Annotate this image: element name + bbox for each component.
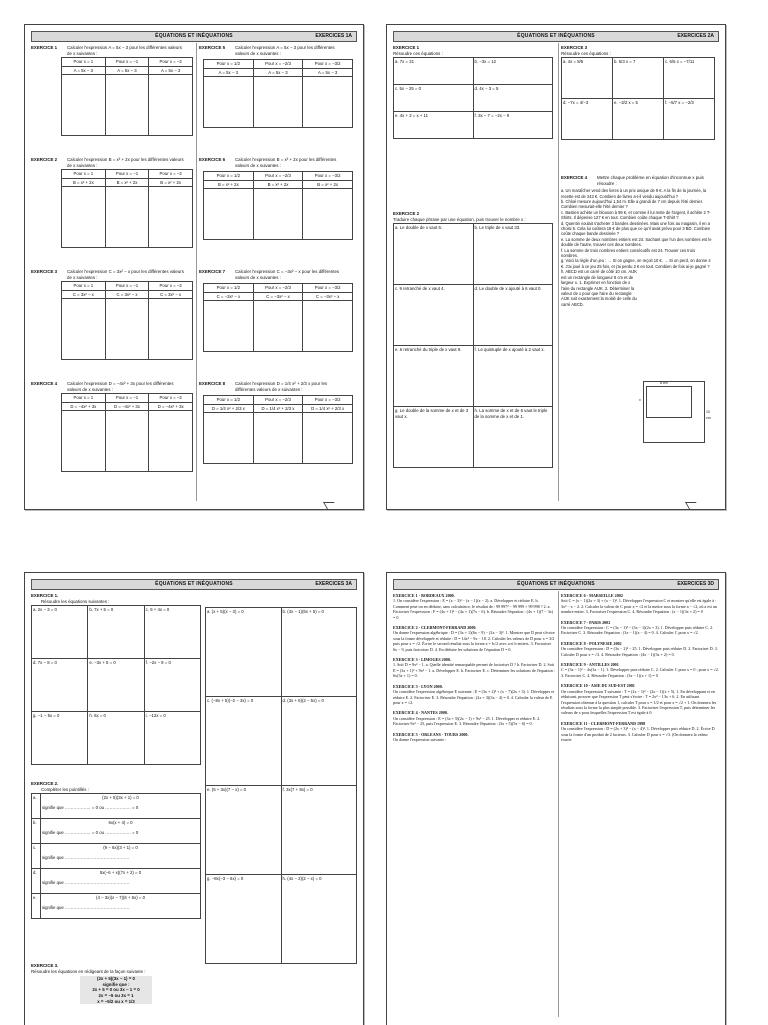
- exercise-4: [561, 175, 719, 420]
- table-expr: D = 1/4 x² + 2/3 x: [253, 404, 303, 413]
- exercise-3: [31, 963, 201, 1004]
- fill-in-row[interactable]: [41, 819, 201, 844]
- exercise-5: [199, 45, 357, 75]
- equation-cell[interactable]: a. 7x = 21: [394, 58, 474, 85]
- equation-grid: [393, 57, 553, 139]
- answer-cell[interactable]: [204, 413, 254, 464]
- exercise-label: EXERCICE 3.: [31, 963, 59, 968]
- fill-in-blank: signifie que ……………… = 0 ou ……………… = 0: [42, 804, 139, 810]
- answer-cell[interactable]: [303, 301, 353, 352]
- table-head: Pour x = −2: [149, 58, 193, 67]
- exercise-intro: Compléter les pointillés :: [41, 786, 89, 792]
- equation-cell[interactable]: c. 5 + 4x = 0: [144, 606, 200, 659]
- page-theme: ÉQUATIONS ET INÉQUATIONS: [155, 33, 233, 39]
- figure-label-top: 8 cm: [660, 381, 668, 385]
- fill-in-blank: signifie que ……………… = 0 ou ……………… = 0: [42, 829, 139, 835]
- exercise-intro: Calculer l'expression D = 1/4 x² + 2/3 x pour les différentes valeurs de x suivantes :: [235, 381, 328, 392]
- example-line: 2x = −5 ou 3x = 1: [98, 992, 134, 998]
- value-table: [203, 171, 353, 240]
- exercise-1: [31, 593, 201, 765]
- answer-cell[interactable]: [105, 411, 149, 472]
- table-expr: A = 5x − 3: [253, 68, 303, 77]
- exercise-intro: Résoudre ces équations :: [393, 50, 443, 56]
- exercise-2: [31, 781, 201, 919]
- exercise-label: EXERCICE 7: [199, 269, 226, 274]
- exercise-title: EXERCICE 8 - POLYNESIE 2002: [561, 640, 622, 646]
- exercise-label: EXERCICE 4: [561, 175, 588, 180]
- table-head: Pour x = 1/2: [204, 60, 254, 69]
- exercise-label: EXERCICE 3: [561, 45, 588, 50]
- rectangle-aijk: [646, 386, 692, 418]
- exercise-body: 1. On considère l'expression : E = (x − 3)² − (x − 1)(x − 2). a. Développer et réduire E. b. Comment peut-on en déduire, sans calculatrice, le résultat de : 99 997² − 99 999 × 99 998 ? 2. a. Factoriser l'expression : F = (4x + 1)² − (4x + 1)(7x − 6). b. Résoudre l'équation : (4x + 1)(7 − 3x) = 0: [393, 598, 554, 620]
- page-code: EXERCICES 3D: [677, 581, 714, 587]
- problem-item: a. Un maraîcher vend des livres à un prix unique de 9 €. A la fin de la journée, la recette est de 243 €. Combien de livres a-t-il vendu aujourd'hui ?: [561, 188, 707, 199]
- value-table: [61, 393, 193, 472]
- fill-in-row[interactable]: [41, 869, 201, 894]
- row-letter: c.: [32, 844, 41, 869]
- answer-cell[interactable]: [204, 189, 254, 240]
- table-head: Pour x = −1: [105, 282, 149, 291]
- exercise-label: EXERCICE 1: [393, 45, 420, 50]
- equation-cell[interactable]: d. 7x − 8 = 0: [32, 659, 88, 712]
- exercise-intro: Calculer l'expression D = −4x² + 3x pour les différentes valeurs de x suivantes :: [67, 381, 174, 392]
- column-divider: [196, 43, 197, 501]
- equation-cell[interactable]: a. 4x = 8/5: [562, 58, 613, 99]
- left-column: [393, 591, 557, 1017]
- exercise-intro: Calculer l'expression B = x² + 2x pour les différentes valeurs de x suivantes :: [67, 157, 184, 168]
- sentence-cell[interactable]: b. Le triple de x vaut 33.: [473, 224, 553, 285]
- answer-cell[interactable]: [105, 75, 149, 136]
- exercise-title: EXERCICE 9 - ANTILLES 2001: [561, 662, 619, 668]
- figure-label-side: 10 cm: [706, 410, 711, 420]
- example-line: (2x + 5)(3x − 1) = 0: [97, 976, 135, 982]
- exercise-intro: Calculer l'expression A = 5x − 3 pour les différentes valeurs de x suivantes :: [235, 45, 335, 56]
- equation-cell[interactable]: f. −2x − 9 = 0: [144, 659, 200, 712]
- fill-in-blank: signifie que ………………………………………: [42, 854, 130, 860]
- exercise-body: 1. Soit D = 9x² − 1. a. Quelle identité remarquable permet de factoriser D ? b. Factoriser D. 2. Soit E = (3x + 1)² + 9x² − 1. a. Développer E. b. Factoriser E. c. Déterminer les solutions de l'équation : 6x(3x + 1) = 0.: [393, 662, 555, 679]
- problem-item: h. ABCD est un carré de côté 10 cm. AIJK est un rectangle de longueur 8 cm et de largeur x. 1. Exprimer en fonction de x l'aire du rectangle AIJK. 2. Déterminer la valeur de x pour que l'aire du rectangle AIJK soit exactement la moitié de celle du carré ABCD.: [561, 269, 637, 307]
- page-header: [31, 31, 357, 42]
- left-column: [393, 43, 557, 501]
- table-head: Pour x = −3/2: [303, 60, 353, 69]
- problem-list: [561, 188, 713, 307]
- fill-in-table: [31, 793, 201, 919]
- fill-in-blank: signifie que ………………………………………: [42, 904, 130, 910]
- right-column: [205, 591, 357, 1017]
- exercise-label: EXERCICE 2: [31, 157, 58, 162]
- sentence-cell[interactable]: d. Le double de x ajouté à 6 vaut 0.: [473, 285, 553, 346]
- fill-in-equation: (9 − 6x)(3 + 1) = 0: [103, 845, 138, 851]
- exercise-label: EXERCICE 1.: [31, 593, 59, 598]
- sentence-grid: [393, 223, 553, 468]
- exercise-title: EXERCICE 6 - MARSEILLE 2002: [561, 593, 623, 598]
- table-expr: A = 5x − 3: [303, 68, 353, 77]
- equation-cell[interactable]: d. 4x − 3 = 5: [473, 85, 553, 112]
- table-head: Pour x = −2: [149, 282, 193, 291]
- answer-cell[interactable]: [303, 77, 353, 128]
- worksheet-page-4: [386, 572, 726, 1025]
- exercise-1: [31, 45, 195, 73]
- table-head: Pour x = −3/2: [303, 284, 353, 293]
- exercise-body: On considère l'expression T suivante : T = (2x − 1)² − (2x − 1)(x + 5). 1. En développant et en réduisant, prouver que l'expression T peut s'écrire : T = 2x² − 13x + 6. 2. En utilisant l'expression obtenue à la question 1, calculer T pour x = 1/2 et pour x = √2 + 1. On donnera les résultats sous la forme la plus simple possible. 3. Factoriser l'expression T, puis déterminer les valeurs de x pour lesquelles l'expression T est égale à 0.: [561, 688, 717, 716]
- equation-cell[interactable]: c. (−8x + 5)(−2 − 3x) = 0: [206, 697, 282, 786]
- exercise-title: EXERCICE 1 - BORDEAUX 2000.: [393, 593, 455, 598]
- left-column: [31, 591, 201, 1017]
- table-head: Pour x = 1/2: [204, 284, 254, 293]
- worksheet-page-2: [386, 24, 726, 510]
- exercise-2: [31, 157, 195, 185]
- table-expr: A = 5x − 3: [105, 66, 149, 75]
- exercise-intro: Traduire chaque phrase par une équation, puis trouver le nombre x :: [393, 216, 526, 222]
- equation-cell[interactable]: c. 6/5 x = −7/11: [664, 58, 715, 99]
- fill-in-row[interactable]: [41, 844, 201, 869]
- exercise-intro: Calculer l'expression C = 3x² − x pour les différentes valeurs de x suivantes :: [67, 269, 184, 280]
- equation-cell[interactable]: e. −3/2 x = 5: [613, 99, 664, 140]
- right-column: [561, 43, 719, 501]
- equation-cell[interactable]: e. 4x + 2 = x + 11: [394, 112, 474, 139]
- row-letter: d.: [32, 869, 41, 894]
- value-table: [61, 169, 193, 248]
- equation-cell[interactable]: g. −8x(−3 − 6x) = 0: [206, 875, 282, 964]
- exercise-body: On considère l'expression : D = (2x + 3)² − (x − 4)². 1. Développer puis réduire D. 2. Écrire D sous la forme d'un produit de 2 facteurs. 3. Calculer D pour x = √3. (On donnera la valeur exacte: [561, 726, 715, 742]
- table-head: Pour x = 1: [62, 282, 106, 291]
- exercise-title: EXERCICE 7 - PARIS 2002: [561, 619, 611, 625]
- page-header: [393, 579, 719, 590]
- table-expr: C = 3x² − x: [149, 290, 193, 299]
- answer-cell[interactable]: [303, 189, 353, 240]
- table-head: Pour x = −1: [105, 58, 149, 67]
- equation-cell[interactable]: f. 3x − 7 = −2x − 9: [473, 112, 553, 139]
- table-expr: C = −3x² − x: [204, 292, 254, 301]
- exercise-intro: Calculer l'expression C = −3x² − x pour les différentes valeurs de x suivantes :: [235, 269, 340, 280]
- value-table: [61, 57, 193, 136]
- equation-cell[interactable]: h. (4x − 2)(2 − x) = 0: [281, 875, 357, 964]
- sentence-cell[interactable]: a. Le double de x vaut 6.: [394, 224, 474, 285]
- fill-in-equation: 6x(x + 4) = 0: [108, 820, 133, 826]
- exercise-title: EXERCICE 4 - NANTES 2000.: [393, 710, 448, 716]
- row-letter: e.: [32, 894, 41, 919]
- answer-cell[interactable]: [204, 77, 254, 128]
- exercise-label: EXERCICE 3: [31, 269, 58, 274]
- page-theme: ÉQUATIONS ET INÉQUATIONS: [517, 581, 595, 587]
- page-header: [393, 31, 719, 42]
- fill-in-row[interactable]: [41, 894, 201, 919]
- problem-item: b. Chloé mesure aujourd'hui 1,54 m. Elle a grandi de 7 cm depuis l'été dernier. Combien mesurait-elle l'été dernier ?: [561, 199, 703, 210]
- exercise-label: EXERCICE 2.: [31, 781, 59, 786]
- equation-cell[interactable]: e. −3x + 5 = 0: [88, 659, 144, 712]
- exercise-body: On donne l'expression algébrique : D = (3x + 1)(6x − 9) − (2x − 3)². 1. Montrer que D peut s'écrire sous la forme développée et réduite : D = 14x² − 9x − 18. 2. Calculer les valeurs de D pour x = 3/2 puis pour x = √2. Écrire le second résultat sous la forme a + b√2 avec a et b entiers. 3. Factoriser 6x − 9, puis factoriser D. 4. En déduire les solutions de l'équation D = 0.: [393, 630, 555, 652]
- table-expr: C = 3x² − x: [62, 290, 106, 299]
- problem-item: f. La somme de trois nombres entiers consécutifs est 24. Trouver ces trois nombres.: [561, 247, 696, 259]
- page-corner-fold: [323, 502, 338, 509]
- table-head: Pour x = −1: [105, 394, 149, 403]
- exercise-intro: Mettre chaque problème en équation d'inconnue x puis résoudre :: [597, 175, 704, 186]
- exercise-title: EXERCICE 3 - LYON 2000.: [393, 683, 443, 689]
- table-head: Pour x = −2/3: [253, 172, 303, 181]
- exercise-1: [393, 45, 557, 139]
- problem-item: g. Voici la règle d'un jeu : → Si on gagne, on reçoit 10 €. → Si on perd, on donne 4 €. J'ai joué à ce jeu 25 fois, et j'ai perdu 2 € en tout. Combien de fois ai-je gagné ?: [561, 258, 711, 269]
- exercise-body: Soit C = (x − 1)(2x + 3) + (x − 1)². 1. Développer l'expression C et montrer qu'elle est égale à : 3x² − x − 2. 2. Calculer la valeur de C pour x = √2 et la mettre sous la forme a − √2, où a est un nombre entier. 3. Factoriser l'expression C. 4. Résoudre l'équation : (x − 1)(3x + 2) = 0: [561, 598, 717, 615]
- left-column: [31, 43, 195, 501]
- answer-cell[interactable]: [253, 77, 303, 128]
- example-line: signifie que :: [102, 981, 130, 987]
- page-code: EXERCICES 2A: [677, 33, 714, 39]
- exercise-7: [199, 269, 357, 299]
- answer-cell[interactable]: [149, 75, 193, 136]
- value-table: [203, 283, 353, 352]
- worksheet-page-3: [24, 572, 364, 1025]
- exercise-body: On considère l'expression : D = (3x − 2)² − 25. 1. Développer puis réduire D. 2. Factoriser D. 3. Calculer D pour x = √3. 4. Résoudre l'équation : (4x − 1)(3x + 2) = 0.: [561, 646, 718, 657]
- equation-cell[interactable]: c. 5x − 25 = 0: [394, 85, 474, 112]
- figure-label-x: x: [639, 398, 641, 402]
- worked-example: [80, 976, 152, 1004]
- product-equation-grid: [205, 607, 357, 964]
- fill-in-equation: 5x(−6 + x)(7x + 2) = 0: [99, 870, 142, 876]
- problem-item: d. Quentin voulait s'acheter 3 bandes dessinées. Mais une fois au magasin, il en a choisi 5. Cela lui coûtera 18 € de plus que ce qu'il avait prévu pour 3 BD. Combien coûte chaque bande dessinée ?: [561, 220, 711, 237]
- table-expr: B = x² + 2x: [253, 180, 303, 189]
- exercise-body: C = (3x − 1)² − 4x(3x − 1). 1. Développer puis réduire C. 2. Calculer C pour x = 0 ; pour x = √2. 3. Factoriser C. 4. Résoudre l'équation : (3x − 1)(x + 1) = 0: [561, 667, 719, 678]
- equation-cell[interactable]: d. (3x + 6)(2 − 5x) = 0: [281, 697, 357, 786]
- square-abcd-figure: [639, 381, 711, 443]
- answer-cell[interactable]: [204, 301, 254, 352]
- table-expr: A = 5x − 3: [149, 66, 193, 75]
- exercise-title: EXERCICE 2 - CLERMONT-FERRAND 2000.: [393, 625, 477, 631]
- equation-cell[interactable]: a. 2x − 3 = 0: [32, 606, 88, 659]
- table-expr: B = x² + 2x: [303, 180, 353, 189]
- equation-cell[interactable]: b. 7x + 5 = 0: [88, 606, 144, 659]
- exercise-intro: Calculer l'expression B = x² + 2x pour les différentes valeurs de x suivantes :: [235, 157, 337, 168]
- sentence-cell[interactable]: g. Le double de la somme de x et de 3 vaut x.: [394, 407, 474, 468]
- page-theme: ÉQUATIONS ET INÉQUATIONS: [155, 581, 233, 587]
- exercise-intro: Résoudre ces équations :: [561, 50, 611, 56]
- answer-cell[interactable]: [253, 413, 303, 464]
- table-head: Pour x = −3/2: [303, 396, 353, 405]
- table-expr: D = 1/4 x² + 2/3 x: [303, 404, 353, 413]
- exercise-intro: Calculer l'expression A = 5x − 3 pour les différentes valeurs de x suivantes :: [67, 45, 182, 56]
- exercise-label: EXERCICE 8: [199, 381, 226, 386]
- table-expr: B = x² + 2x: [204, 180, 254, 189]
- exercise-2: [393, 211, 557, 468]
- answer-cell[interactable]: [149, 187, 193, 248]
- table-expr: D = 1/4 x² + 2/3 x: [204, 404, 254, 413]
- equation-grid: [561, 57, 715, 140]
- answer-cell[interactable]: [62, 411, 106, 472]
- exercise-label: EXERCICE 4: [31, 381, 58, 386]
- worksheet-page-1: [24, 24, 364, 510]
- exercise-title: EXERCICE 11 - CLERMONT-FERRAND 1998: [561, 720, 646, 726]
- table-head: Pour x = 1/2: [204, 396, 254, 405]
- table-expr: C = 3x² − x: [105, 290, 149, 299]
- answer-cell[interactable]: [253, 189, 303, 240]
- answer-cell[interactable]: [62, 75, 106, 136]
- exercise-label: EXERCICE 1: [31, 45, 58, 50]
- equation-cell[interactable]: d. −7x = 4/−3: [562, 99, 613, 140]
- equation-cell[interactable]: b. 5/3 x = 7: [613, 58, 664, 99]
- table-expr: D = −4x² + 3x: [62, 402, 106, 411]
- problem-item: e. La somme de deux nombres entiers est 24. Sachant que l'un des nombres est le double de l'autre, trouver ces deux nombres.: [561, 236, 712, 248]
- sentence-cell[interactable]: f. Le quintuple de x ajouté à 2 vaut x.: [473, 346, 553, 407]
- table-expr: B = x² + 2x: [62, 178, 106, 187]
- table-head: Pour x = 1/2: [204, 172, 254, 181]
- table-expr: B = x² + 2x: [105, 178, 149, 187]
- row-letter: b.: [32, 819, 41, 844]
- value-table: [61, 281, 193, 360]
- equation-cell[interactable]: i. −12x = 0: [144, 712, 200, 765]
- table-head: Pour x = −1: [105, 170, 149, 179]
- fill-in-equation: (4 − 3x)(x − 7)(6 + 5x) = 0: [96, 895, 145, 901]
- answer-cell[interactable]: [105, 299, 149, 360]
- equation-grid: [31, 605, 201, 765]
- exercise-8: [199, 381, 357, 411]
- answer-cell[interactable]: [62, 299, 106, 360]
- exercise-intro: Résoudre les équations en rédigeant de la façon suivante :: [31, 968, 146, 974]
- sentence-cell[interactable]: c. 9 retranché de x vaut 4.: [394, 285, 474, 346]
- table-head: Pour x = 1: [62, 170, 106, 179]
- equation-cell[interactable]: f. −5/7 x = −2/3: [664, 99, 715, 140]
- exercise-label: EXERCICE 2: [393, 211, 420, 216]
- page-code: EXERCICES 1A: [315, 33, 352, 39]
- answer-cell[interactable]: [303, 413, 353, 464]
- equation-cell[interactable]: b. (4x − 1)(6x + 5) = 0: [281, 608, 357, 697]
- exercise-body: On considère l'expression algébrique E suivante : E = (3x + 2)² + (x − 7)(2x + 3). 1. Développer et réduire E. 2. Factoriser E. 3. Résoudre l'équation : (2x + 3)(3x − 4) = 0. 4. Calculer la valeur de E pour x = √2.: [393, 689, 555, 705]
- answer-cell[interactable]: [149, 299, 193, 360]
- brevet-exercises-right: [561, 593, 719, 742]
- exercise-body: On considère l'expression : C = (3x − 1)² − (3x − 1)(2x + 3). 1. Développer puis réduire C. 2. Factoriser C. 3. Résoudre l'équation : (3x − 1)(x − 4) = 0. 4. Calculer C pour x = √2.: [561, 625, 714, 636]
- equation-cell[interactable]: f. 3x(7 + 8x) = 0: [281, 786, 357, 875]
- fill-in-row[interactable]: [41, 794, 201, 819]
- equation-cell[interactable]: a. (x + 5)(x − 3) = 0: [206, 608, 282, 697]
- table-head: Pour x = 1: [62, 394, 106, 403]
- table-head: Pour x = −2/3: [253, 60, 303, 69]
- value-table: [203, 395, 353, 464]
- table-expr: A = 5x − 3: [204, 68, 254, 77]
- equation-cell[interactable]: g. −1 − 5x = 0: [32, 712, 88, 765]
- table-expr: A = 5x − 3: [62, 66, 106, 75]
- answer-cell[interactable]: [105, 187, 149, 248]
- exercise-3: [31, 269, 195, 297]
- right-column: [561, 591, 719, 1017]
- exercise-body: On considère l'expression : E = (3x + 5)(2x − 1) + 9x² − 25. 1. Développer et réduire E. 2. Factoriser 9x² − 25, puis l'expression E. 3. Résoudre l'équation : (3x + 5)(5x − 6) = 0.: [393, 715, 541, 727]
- example-line: x = −5/2 ou x = 1/3: [97, 998, 135, 1004]
- problem-item: c. Bastien achète un blouson à 99 €, et comme il lui reste de l'argent, il achète 2 T-Shirts. Il dépense 127 € en tout. Combien coûte chaque T-Shirt ?: [561, 209, 711, 221]
- table-expr: D = −4x² + 3x: [105, 402, 149, 411]
- exercise-title: EXERCICE 10 - ASIE DU SUD-EST 2001: [561, 683, 635, 689]
- table-head: Pour x = −2: [149, 394, 193, 403]
- table-head: Pour x = −3/2: [303, 172, 353, 181]
- row-letter: a.: [32, 794, 41, 819]
- equation-cell[interactable]: b. −3x = 12: [473, 58, 553, 85]
- value-table: [203, 59, 353, 128]
- column-divider: [558, 43, 559, 501]
- right-column: [199, 43, 357, 501]
- page-theme: ÉQUATIONS ET INÉQUATIONS: [517, 33, 595, 39]
- exercise-title: EXERCICE 3 - LIMOGES 2000.: [393, 657, 451, 663]
- answer-cell[interactable]: [149, 411, 193, 472]
- example-line: 2x + 5 = 0 ou 3x − 1 = 0: [92, 987, 140, 993]
- fill-in-blank: signifie que ………………………………………: [42, 879, 130, 885]
- table-head: Pour x = −2/3: [253, 284, 303, 293]
- answer-cell[interactable]: [62, 187, 106, 248]
- table-expr: D = −4x² + 3x: [149, 402, 193, 411]
- equation-cell[interactable]: h. 6x = 0: [88, 712, 144, 765]
- table-head: Pour x = 1: [62, 58, 106, 67]
- brevet-exercises-left: [393, 593, 557, 742]
- exercise-label: EXERCICE 6: [199, 157, 226, 162]
- exercise-title: EXERCICE 5 - ORLEANS - TOURS 2000.: [393, 731, 469, 737]
- answer-cell[interactable]: [253, 301, 303, 352]
- equation-cell[interactable]: e. (5 + 3x)(7 − x) = 0: [206, 786, 282, 875]
- page-corner-fold: [685, 502, 700, 509]
- exercise-label: EXERCICE 5: [199, 45, 226, 50]
- table-expr: C = −3x² − x: [253, 292, 303, 301]
- fill-in-equation: (2x + 5)(3x + 1) = 0: [102, 795, 139, 801]
- page-code: EXERCICES 3A: [315, 581, 352, 587]
- table-head: Pour x = −2: [149, 170, 193, 179]
- column-divider: [558, 591, 559, 1017]
- exercise-body: On donne l'expression suivante :: [393, 736, 447, 742]
- sentence-cell[interactable]: e. 6 retranché du triple de x vaut 9.: [394, 346, 474, 407]
- exercise-6: [199, 157, 357, 187]
- table-expr: C = −3x² − x: [303, 292, 353, 301]
- exercise-4: [31, 381, 195, 409]
- table-head: Pour x = −2/3: [253, 396, 303, 405]
- exercise-3: [561, 45, 719, 140]
- table-expr: B = x² + 2x: [149, 178, 193, 187]
- exercise-intro: Résoudre les équations suivantes :: [41, 598, 110, 604]
- sentence-cell[interactable]: h. La somme de x et de 6 vaut le triple de la somme de x et de 1.: [473, 407, 553, 468]
- page-header: [31, 579, 357, 590]
